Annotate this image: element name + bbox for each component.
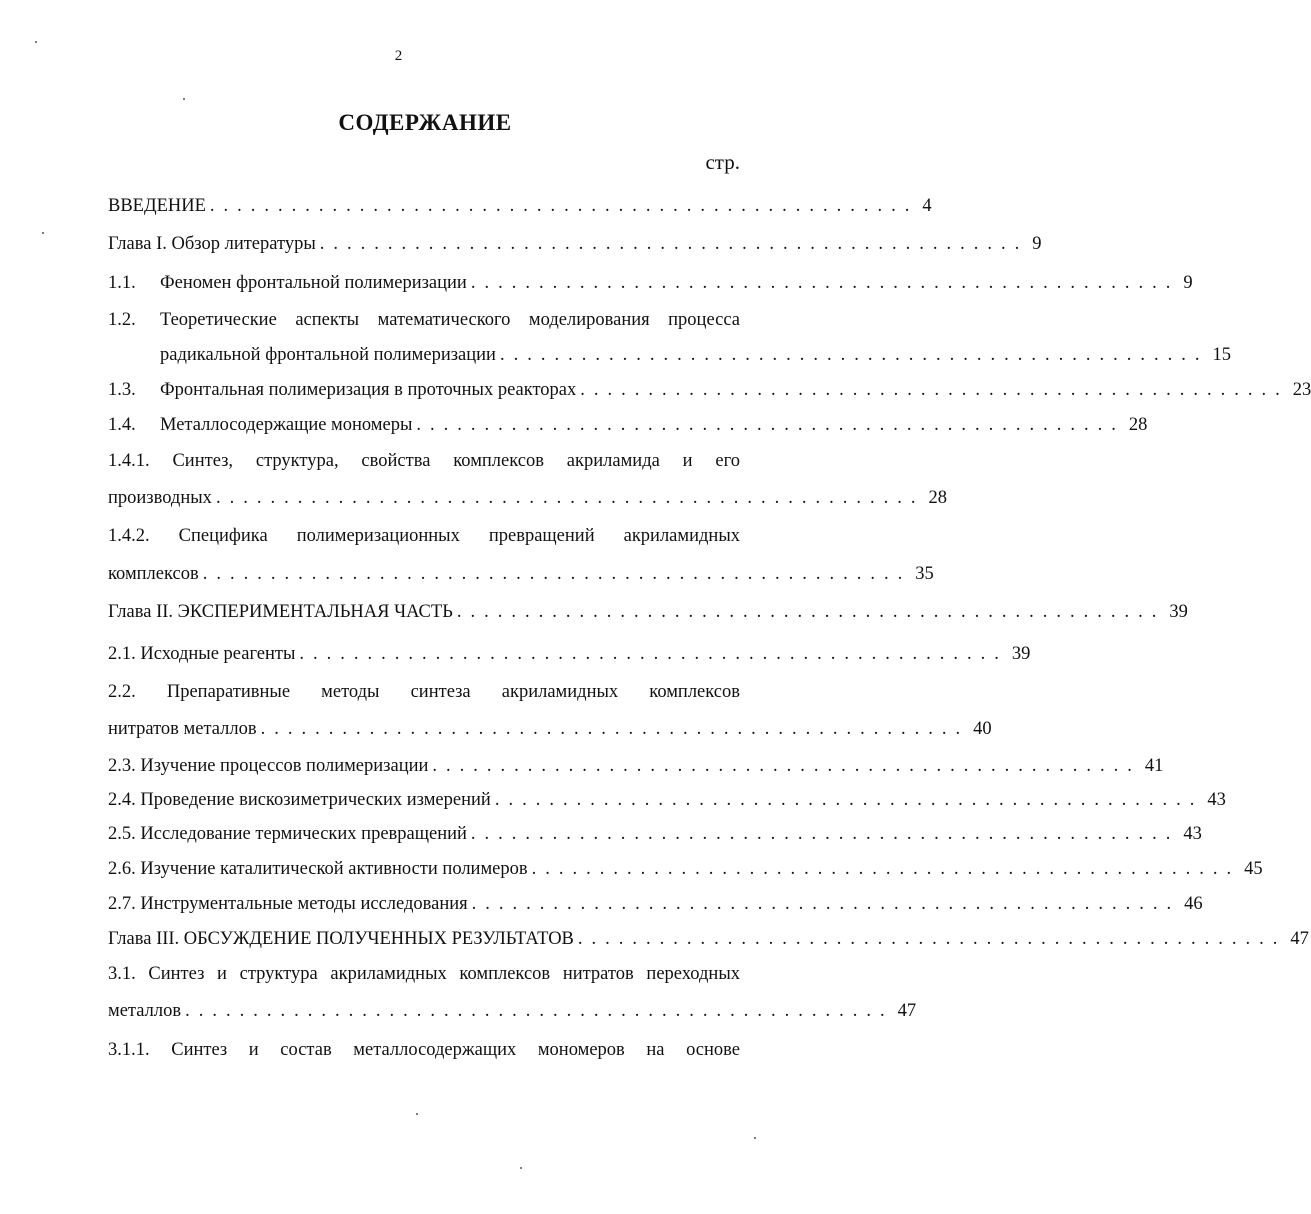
toc-entry-title: 1.4.1. Синтез, структура, свойства комплексов акриламида и его — [108, 451, 740, 471]
toc-entry-title: 2.1. Исходные реагенты — [108, 644, 296, 664]
toc-entry-title: 3.1.1. Синтез и состав металлосодержащих мономеров на основе — [108, 1040, 740, 1060]
toc-entry-title: ВВЕДЕНИЕ — [108, 196, 206, 216]
toc-entry-code: 1.3. — [108, 380, 136, 400]
toc-entry-page: 47 — [1290, 929, 1309, 949]
toc-entry-title-cont: радикальной фронтальной полимеризации — [160, 345, 496, 365]
toc-entry-title: 2.7. Инструментальные методы исследования — [108, 894, 468, 914]
toc-entry-3-1-line2[interactable] — [108, 996, 917, 1026]
page-column-label: стр. — [705, 150, 740, 174]
toc-leader-dots: .................................................... — [531, 859, 1241, 879]
page-number: 2 — [394, 48, 403, 64]
toc-entry-page: 28 — [928, 488, 947, 508]
toc-entry-page: 4 — [922, 196, 932, 216]
toc-entry-code: 1.4. — [108, 415, 136, 435]
toc-entry-title: Глава II. ЭКСПЕРИМЕНТАЛЬНАЯ ЧАСТЬ — [108, 602, 453, 622]
scan-speck — [754, 1137, 756, 1139]
toc-entry-1-4-2-line2[interactable] — [108, 559, 934, 589]
scan-speck — [35, 41, 37, 43]
toc-entry-page: 35 — [915, 564, 934, 584]
toc-entry-title: 2.6. Изучение каталитической активности полимеров — [108, 859, 528, 879]
toc-entry-3-1-1-line1[interactable] — [108, 1035, 740, 1065]
toc-leader-dots: .................................................... — [299, 644, 1008, 664]
toc-entry-title: 2.2. Препаративные методы синтеза акриламидных комплексов — [108, 682, 740, 702]
toc-entry-title: Глава I. Обзор литературы — [108, 234, 316, 254]
toc-leader-dots: .................................................... — [185, 1001, 894, 1021]
toc-entry-page: 39 — [1011, 644, 1031, 664]
toc-entry-2-7[interactable] — [108, 889, 1203, 919]
toc-entry-chapter-1[interactable] — [108, 229, 1042, 259]
toc-entry-1-4-1-line2[interactable] — [108, 483, 947, 513]
toc-entry-2-5[interactable] — [108, 819, 1202, 849]
toc-leader-dots: .................................................... — [580, 380, 1289, 400]
toc-entry-chapter-3[interactable] — [108, 924, 1309, 954]
toc-entry-page: 43 — [1183, 824, 1202, 844]
toc-entry-title: Теоретические аспекты математического моделирования процесса — [160, 310, 740, 330]
toc-entry-title: 1.4.2. Специфика полимеризационных превращений акриламидных — [108, 526, 740, 546]
toc-leader-dots: .................................................... — [215, 488, 925, 508]
toc-entry-page: 9 — [1032, 234, 1042, 254]
toc-entry-page: 9 — [1183, 273, 1193, 293]
toc-entry-1-4[interactable] — [108, 410, 1148, 440]
toc-leader-dots: .................................................... — [470, 273, 1180, 293]
toc-entry-title: 2.3. Изучение процессов полимеризации — [108, 756, 429, 776]
toc-entry-page: 46 — [1184, 894, 1203, 914]
toc-leader-dots: .................................................... — [416, 415, 1125, 435]
toc-entry-page: 39 — [1169, 602, 1188, 622]
toc-leader-dots: .................................................... — [209, 196, 919, 216]
toc-entry-title-cont: комплексов — [108, 564, 199, 584]
toc-entry-title: 2.4. Проведение вискозиметрических измерений — [108, 790, 491, 810]
scan-speck — [520, 1167, 522, 1169]
toc-entry-2-1[interactable] — [108, 639, 1031, 669]
toc-entry-1-2-line2[interactable] — [160, 340, 1231, 370]
toc-entry-page: 23 — [1292, 380, 1311, 400]
toc-entry-1-1[interactable] — [108, 268, 1193, 298]
toc-entry-page: 43 — [1207, 790, 1226, 810]
toc-entry-title-cont: производных — [108, 488, 212, 508]
toc-entry-1-3[interactable] — [108, 375, 1311, 405]
toc-entry-page: 15 — [1212, 345, 1231, 365]
toc-entry-title: Металлосодержащие мономеры — [160, 415, 413, 435]
toc-entry-title-cont: нитратов металлов — [108, 719, 257, 739]
toc-entry-2-4[interactable] — [108, 785, 1226, 815]
toc-entry-title: Фронтальная полимеризация в проточных реакторах — [160, 380, 577, 400]
toc-entry-intro[interactable] — [108, 191, 932, 221]
toc-entry-chapter-2[interactable] — [108, 597, 1188, 627]
toc-entry-title: Глава III. ОБСУЖДЕНИЕ ПОЛУЧЕННЫХ РЕЗУЛЬТАТОВ — [108, 929, 574, 949]
toc-entry-2-6[interactable] — [108, 854, 1263, 884]
toc-entry-page: 40 — [973, 719, 992, 739]
toc-entry-page: 28 — [1128, 415, 1148, 435]
toc-entry-page: 45 — [1244, 859, 1263, 879]
toc-leader-dots: .................................................... — [471, 894, 1181, 914]
toc-entry-2-2-line2[interactable] — [108, 714, 992, 744]
toc-entry-title: Феномен фронтальной полимеризации — [160, 273, 467, 293]
toc-leader-dots: .................................................... — [202, 564, 912, 584]
toc-entry-title: 2.5. Исследование термических превращений — [108, 824, 467, 844]
toc-entry-code: 1.2. — [108, 310, 136, 330]
toc-leader-dots: .................................................... — [470, 824, 1180, 844]
toc-leader-dots: .................................................... — [494, 790, 1204, 810]
toc-leader-dots: .................................................... — [577, 929, 1287, 949]
toc-entry-2-3[interactable] — [108, 751, 1164, 781]
toc-leader-dots: .................................................... — [319, 234, 1029, 254]
page-title: СОДЕРЖАНИЕ — [338, 110, 512, 135]
toc-entry-2-2-line1[interactable] — [108, 677, 740, 707]
toc-leader-dots: .................................................... — [432, 756, 1141, 776]
scan-speck — [416, 1113, 418, 1115]
toc-entry-1-4-1-line1[interactable] — [108, 446, 740, 476]
toc-entry-page: 47 — [897, 1001, 917, 1021]
scan-speck — [42, 232, 44, 234]
toc-entry-1-4-2-line1[interactable] — [108, 521, 740, 551]
toc-leader-dots: .................................................... — [499, 345, 1209, 365]
toc-entry-page: 41 — [1144, 756, 1164, 776]
toc-leader-dots: .................................................... — [456, 602, 1166, 622]
toc-entry-code: 1.1. — [108, 273, 136, 293]
toc-entry-3-1-line1[interactable] — [108, 959, 740, 989]
toc-leader-dots: .................................................... — [260, 719, 970, 739]
toc-entry-1-2-line1[interactable] — [108, 305, 740, 335]
toc-entry-title-cont: металлов — [108, 1001, 182, 1021]
scan-speck — [183, 98, 185, 100]
toc-entry-title: 3.1. Синтез и структура акриламидных комплексов нитратов переходных — [108, 964, 740, 984]
